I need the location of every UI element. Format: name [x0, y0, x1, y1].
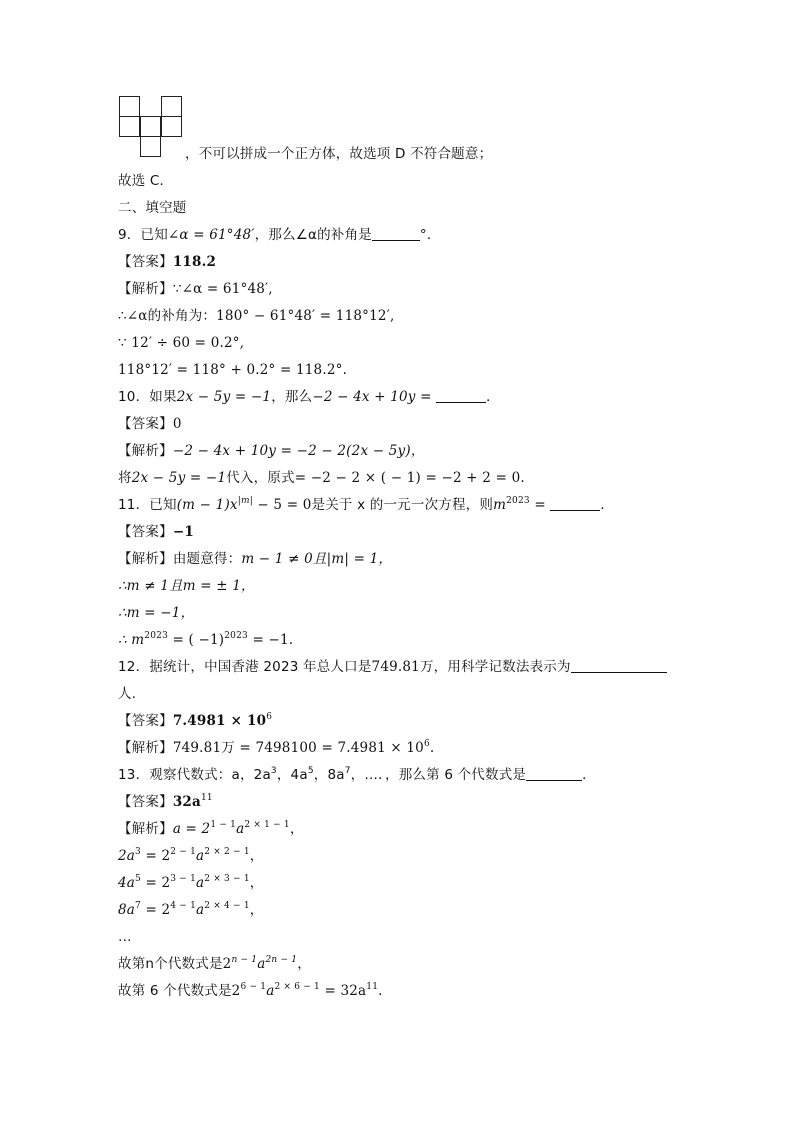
q13-general: 故第n个代数式是$2^{n - 1}a^{2n - 1}$， — [118, 955, 311, 972]
q13-answer: 【答案】$32a^{11}$ — [118, 793, 213, 810]
q10-analysis-2: 将2x − 5y = −1代入，原式= −2 − 2 × ( − 1) = −2 + 2 = 0. — [118, 470, 525, 486]
net-cell — [161, 96, 182, 117]
q9-analysis-1: 【解析】∵∠α = 61°48′, — [118, 281, 273, 297]
q13-analysis-2: $2a^3 = 2^{2 - 1}a^{2 \times 2 - 1}$， — [118, 847, 264, 864]
q12-stem-line2: 人． — [118, 686, 146, 702]
q11-answer: 【答案】−1 — [118, 524, 194, 540]
q13-analysis-1: 【解析】$a = 2^{1 - 1}a^{2 \times 1 - 1}$， — [118, 820, 304, 837]
net-cell — [119, 116, 140, 137]
net-caption: ，不可以拼成一个正方体，故选项 D 不符合题意； — [185, 146, 493, 162]
net-cell — [119, 96, 140, 117]
q11-analysis-3: ∴m = −1， — [118, 605, 195, 621]
q13-analysis-3: $4a^5 = 2^{3 - 1}a^{2 \times 3 - 1}$， — [118, 874, 264, 891]
q10-analysis-1: 【解析】−2 − 4x + 10y = −2 − 2(2x − 5y)， — [118, 443, 425, 459]
q10-answer: 【答案】0 — [118, 416, 182, 432]
q12-answer: 【答案】$7.4981 \times 10^6$ — [118, 712, 273, 729]
q13-ellipsis: … — [118, 929, 132, 945]
q9-analysis-4: 118°12′ = 118° + 0.2° = 118.2°. — [118, 362, 348, 378]
net-cell — [140, 136, 161, 157]
q11-analysis-2: ∴m ≠ 1且m = ± 1， — [118, 578, 255, 594]
section-title: 二、填空题 — [118, 200, 187, 216]
q12-stem: 12．据统计，中国香港 2023 年总人口是749.81万，用科学记数法表示为 — [118, 658, 667, 676]
q9-analysis-3: ∵ 12′ ÷ 60 = 0.2°, — [118, 335, 245, 351]
q13-stem: 13．观察代数式：a，$2a^3$，$4a^5$，$8a^7$，…．，那么第 6 个代数式是 ． — [118, 766, 596, 783]
q13-final: 故第 6 个代数式是$2^{6 - 1}a^{2 \times 6 - 1} = 32a^{11}$. — [118, 982, 383, 999]
conclusion: 故选 C． — [118, 173, 174, 189]
q10-stem: 10．如果2x − 5y = −1，那么−2 − 4x + 10y = ． — [118, 389, 500, 405]
net-cell — [140, 116, 161, 137]
q9-analysis-2: ∴∠α的补角为：180° − 61°48′ = 118°12′, — [118, 308, 395, 324]
q11-analysis-4: ∴ $m^{2023}$ = ( −1)$^{2023}$ = −1. — [118, 631, 294, 648]
q11-analysis-1: 【解析】由题意得：m − 1 ≠ 0且|m| = 1， — [118, 551, 393, 567]
q13-analysis-4: $8a^7 = 2^{4 - 1}a^{2 \times 4 - 1}$， — [118, 901, 264, 918]
q9-answer: 【答案】118.2 — [118, 254, 217, 270]
q12-analysis: 【解析】749.81万 = $7498100 = 7.4981 \times 10^6$. — [118, 739, 435, 756]
q11-stem: 11．已知$(m - 1)x^{|m|} - 5 = 0$是关于 x 的一元一次方程，则$m^{2023}$ = ． — [118, 496, 615, 513]
cube-net-figure — [119, 96, 185, 158]
net-cell — [161, 116, 182, 137]
q9-stem: 9．已知∠α = 61°48′，那么∠α的补角是 °． — [118, 227, 441, 243]
